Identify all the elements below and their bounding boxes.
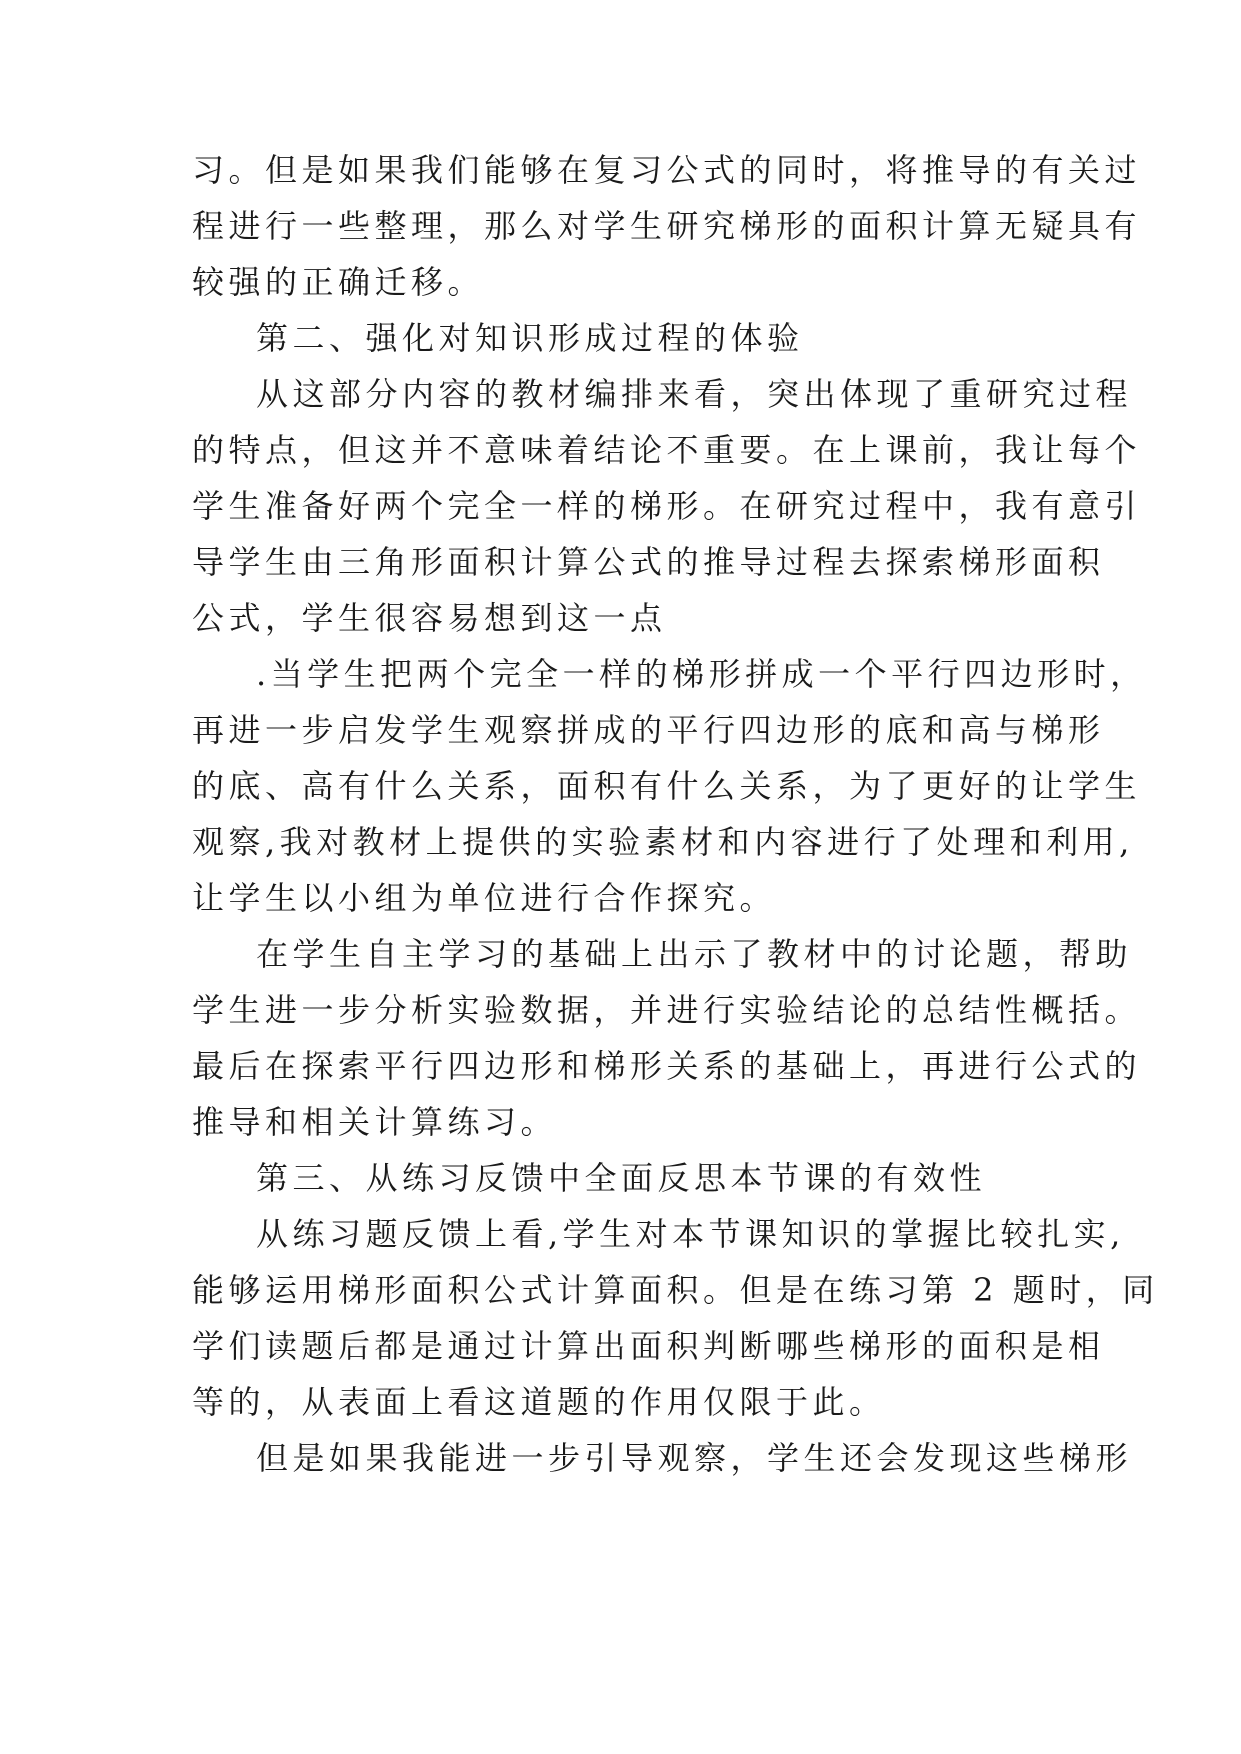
section-heading-2: 第二、强化对知识形成过程的体验: [256, 319, 804, 357]
text-line: 让学生以小组为单位进行合作探究。: [192, 879, 777, 917]
text-line: 等的，从表面上看这道题的作用仅限于此。: [192, 1383, 886, 1421]
text-line: 推导和相关计算练习。: [192, 1103, 558, 1141]
text-line: 程进行一些整理，那么对学生研究梯形的面积计算无疑具有: [192, 207, 1142, 245]
text-line: 的底、高有什么关系，面积有什么关系，为了更好的让学生: [192, 767, 1142, 805]
text-line: 导学生由三角形面积计算公式的推导过程去探索梯形面积: [192, 543, 1105, 581]
text-line: 最后在探索平行四边形和梯形关系的基础上，再进行公式的: [192, 1047, 1142, 1085]
text-line: 从练习题反馈上看,学生对本节课知识的掌握比较扎实,: [256, 1215, 1125, 1253]
text-line: 再进一步启发学生观察拼成的平行四边形的底和高与梯形: [192, 711, 1105, 749]
text-line: 公式，学生很容易想到这一点: [192, 599, 667, 637]
text-line: 学们读题后都是通过计算出面积判断哪些梯形的面积是相: [192, 1327, 1105, 1365]
text-line: 习。但是如果我们能够在复习公式的同时，将推导的有关过: [192, 151, 1142, 189]
text-line: .当学生把两个完全一样的梯形拼成一个平行四边形时，: [256, 655, 1147, 693]
text-line: 的特点，但这并不意味着结论不重要。在上课前，我让每个: [192, 431, 1142, 469]
text-line: 较强的正确迁移。: [192, 263, 485, 301]
text-line: 学生准备好两个完全一样的梯形。在研究过程中，我有意引: [192, 487, 1142, 525]
text-line: 从这部分内容的教材编排来看，突出体现了重研究过程: [256, 375, 1133, 413]
text-line: 观察,我对教材上提供的实验素材和内容进行了处理和利用,: [192, 823, 1134, 861]
text-line: 但是如果我能进一步引导观察，学生还会发现这些梯形: [256, 1439, 1133, 1477]
section-heading-3: 第三、从练习反馈中全面反思本节课的有效性: [256, 1159, 987, 1197]
text-line: 在学生自主学习的基础上出示了教材中的讨论题，帮助: [256, 935, 1133, 973]
text-line: 能够运用梯形面积公式计算面积。但是在练习第 2 题时，同: [192, 1271, 1159, 1309]
text-line: 学生进一步分析实验数据，并进行实验结论的总结性概括。: [192, 991, 1142, 1029]
